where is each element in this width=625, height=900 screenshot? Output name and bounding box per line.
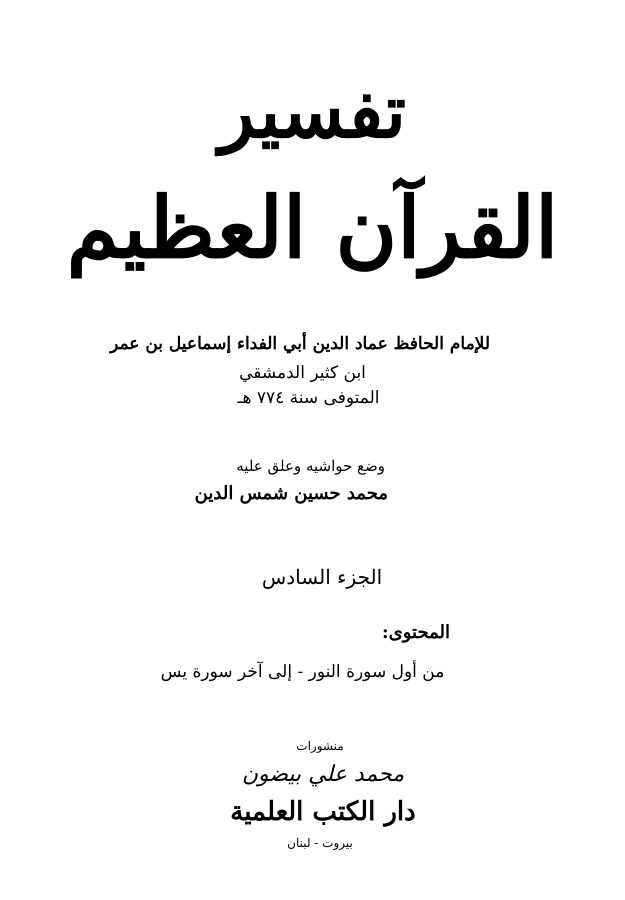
publishing-house: دار الكتب العلمية — [230, 797, 416, 827]
contents-label: المحتوى: — [382, 622, 450, 643]
volume-number: الجزء السادس — [261, 565, 383, 589]
author-line-2: ابن كثير الدمشقي — [239, 363, 366, 383]
editor-credit-label: وضع حواشيه وعلق عليه — [236, 457, 385, 475]
editor-name: محمد حسين شمس الدين — [194, 483, 388, 504]
book-title-line-1: تفسير — [218, 69, 407, 155]
author-death-date: المتوفى سنة ٧٧٤ هـ — [237, 388, 380, 408]
publisher-city: بيروت - لبنان — [287, 836, 353, 850]
book-title-line-2: القرآن العظيم — [66, 178, 559, 277]
author-line-1: للإمام الحافظ عماد الدين أبي الفداء إسماعيل بن عمر — [110, 334, 490, 354]
publisher-name: محمد علي بيضون — [241, 762, 405, 787]
contents-range: من أول سورة النور - إلى آخر سورة يس — [160, 662, 445, 682]
publisher-label: منشورات — [296, 739, 344, 753]
